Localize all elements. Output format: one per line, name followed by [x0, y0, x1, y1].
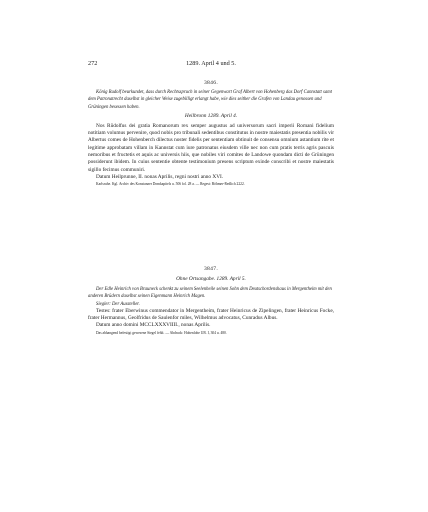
regest: Der Edle Heinrich von Brauneck schenkt zu seinem Seelenheile seinen Sohn dem Deutschordenshaus in Mergentheim mit den anderen Brüdern daselbst seinen Eigenmann Heinrich Magen.	[88, 287, 332, 300]
document-text: Nos Rŭdolfus dei gratia Romanorum rex semper augustus ad universorum sacri imperii Romani fidelium notitiam volumus pervenire, quod nobis pro tribunali sedentibus constitutus in nostre maiestatis presentia nobilis vir Albertus comes de Hohenberch dilectus noster fidelis per sententiam obtinuit de consensu omnium astantium rite et legitime approbatam villam in Kannstat cum iure patronatus eiusdem ville nec non cum pratis terris agris pascuis nemoribus et fructetis et aquis ac universis hiis, que nobiles viri comites de Landowe quondam dicti de Grüningen possiderunt ibidem. In cuius sententie obtente testimonium presens scriptum exinde conscribi et nostre maiestatis sigillo fecimus communiri.	[88, 122, 334, 173]
archive-note: Das abhangend befestigt gewesene Siegel fehlt. — Abdruck: Hohenlohe UB. I, 304 u. 480.	[96, 330, 227, 335]
document-number: 3846.	[203, 80, 219, 86]
regest: König Rudolf beurkundet, dass durch Rechtsspruch in seiner Gegenwart Graf Albert von Hohenberg das Dorf Cannstatt samt dem Patronatrecht daselbst in gleicher Weise zugebilligt erlangt habe, wie dies seither die Grafen von Landau genossen und Grüningen besessen haben.	[88, 90, 332, 110]
dateline: Ohne Ortsangabe. 1289. April 5.	[176, 276, 246, 282]
document-3846	[88, 80, 334, 187]
document-3847	[88, 266, 334, 336]
siegler-line: Siegler: Der Aussteller.	[96, 301, 140, 307]
archive-note: Karlsruhe. Kgl. Archiv des Konstanzer Domkapitels u. 506 fol. 28 a. — Regest: Böhmer-Redlich 2222.	[96, 182, 245, 187]
dateline: Heilbronn 1289. April 4.	[184, 112, 238, 119]
page-number: 272	[88, 60, 98, 67]
page-header	[88, 60, 334, 70]
testes-text: Testes: frater Eberwinus commendator in Mergentheim, frater Heinricus de Zipelingen, frater Heinricus Focke, frater Hermannus, Geolfridus de Saulenfor miles, Wilhelmus advocatus, Cunradus Albus.	[88, 307, 334, 322]
running-head: 1289. April 4 und 5.	[186, 60, 236, 67]
datum-line: Datum Heilprunne, II. nonas Aprilis, regni nostri anno XVI.	[96, 173, 224, 180]
datum-line: Datum anno domini MCCLXXXVIIII., nonas Aprilis.	[96, 322, 211, 329]
document-number: 3847.	[203, 266, 219, 272]
